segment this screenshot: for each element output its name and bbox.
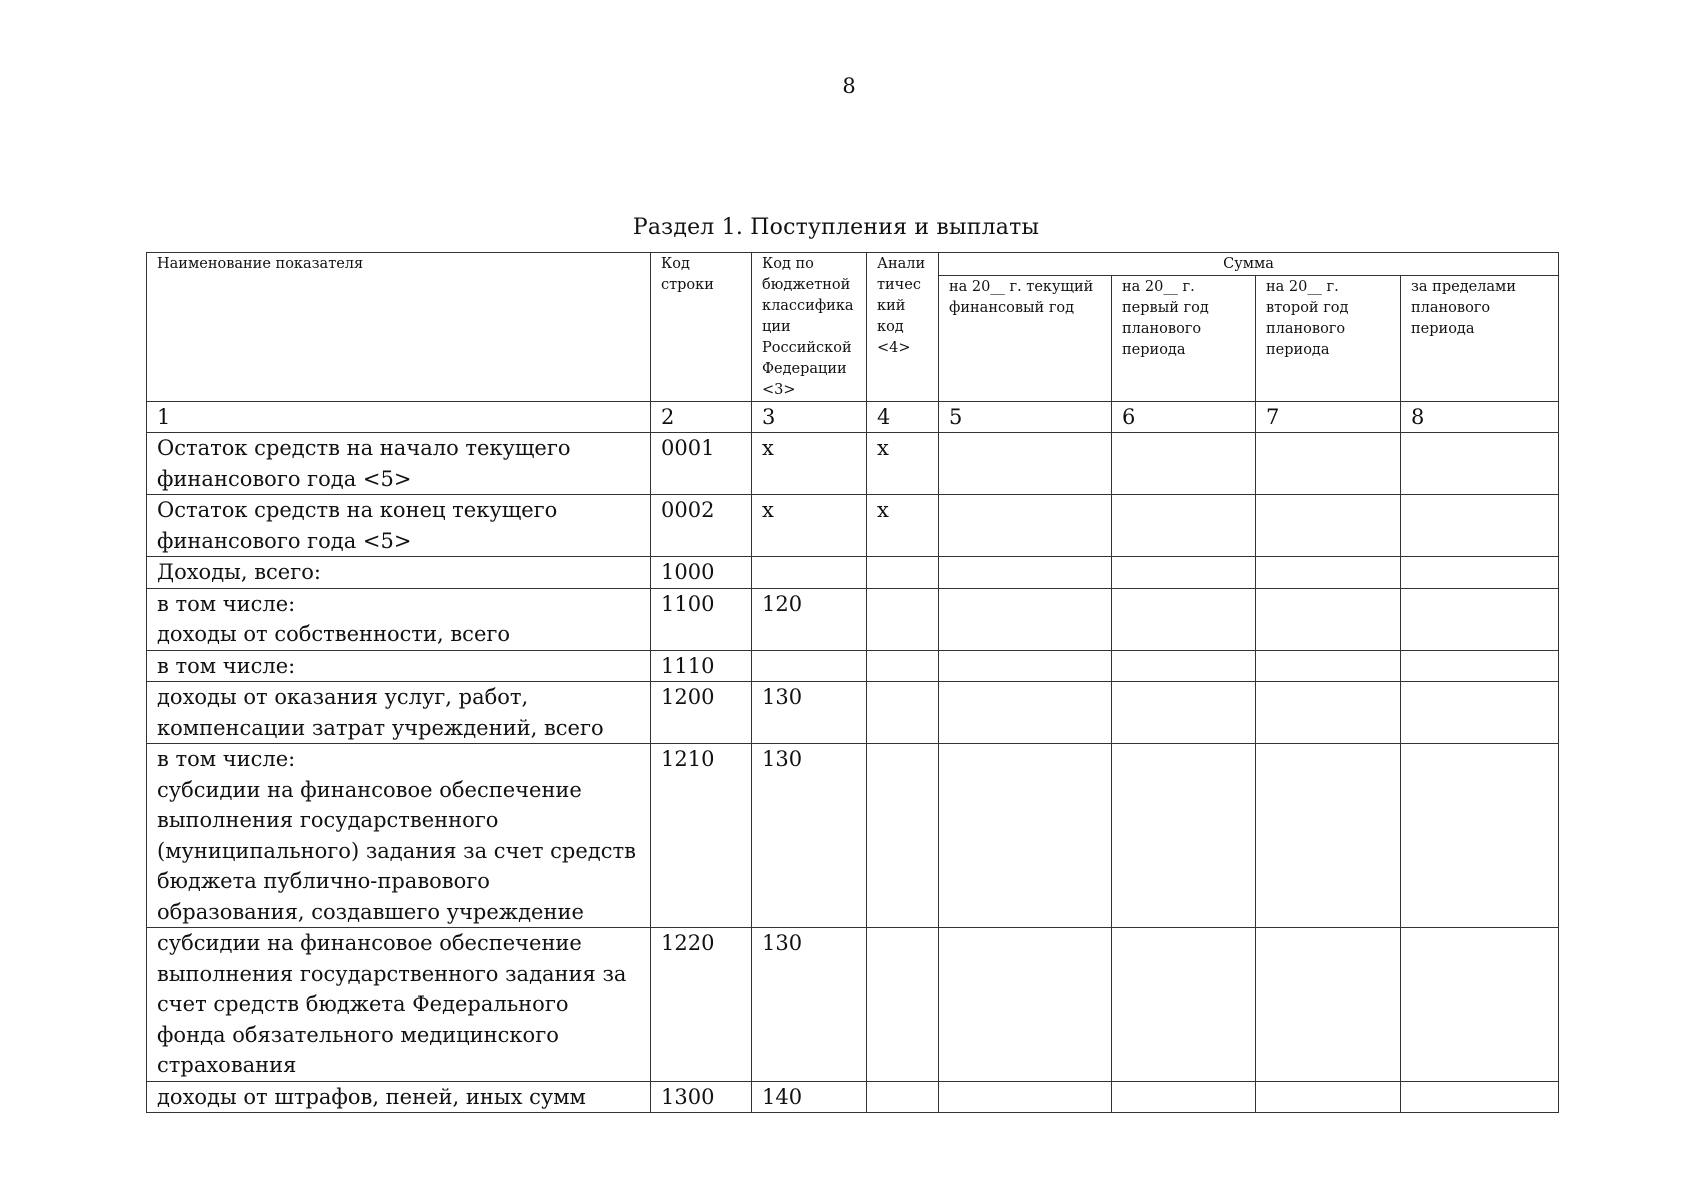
header-line: на 20__ г.: [1122, 279, 1195, 295]
indicator-name: [147, 433, 651, 495]
indicator-name: [147, 650, 651, 682]
analytic-code: [867, 1081, 939, 1113]
sum-second-plan-year-cell[interactable]: [1256, 744, 1401, 928]
indicator-name: [147, 1081, 651, 1113]
analytic-code: [867, 557, 939, 589]
header-line: Код: [661, 256, 690, 272]
sum-current-year-cell[interactable]: [939, 1081, 1112, 1113]
header-col8: [1401, 276, 1559, 402]
header-line: тичес: [877, 277, 921, 293]
sum-beyond-plan-cell[interactable]: [1401, 682, 1559, 744]
header-line: периода: [1411, 321, 1475, 337]
sum-current-year-cell[interactable]: [939, 433, 1112, 495]
indicator-name-line: Остаток средств на начало текущего: [157, 436, 571, 460]
sum-current-year-cell[interactable]: [939, 744, 1112, 928]
sum-beyond-plan-cell[interactable]: [1401, 495, 1559, 557]
sum-second-plan-year-cell[interactable]: [1256, 588, 1401, 650]
column-number-8: 8: [1401, 402, 1559, 433]
indicator-name-line: в том числе:: [157, 591, 296, 616]
indicator-name-line: Остаток средств на конец текущего: [157, 498, 558, 522]
sum-second-plan-year-cell[interactable]: [1256, 557, 1401, 589]
table-row: [147, 744, 1559, 928]
analytic-code: [867, 588, 939, 650]
header-line: планового: [1266, 321, 1346, 337]
header-line: бюджетной: [762, 277, 851, 293]
indicator-name: [147, 928, 651, 1082]
sum-beyond-plan-cell[interactable]: [1401, 433, 1559, 495]
header-col5: [939, 276, 1112, 402]
sum-beyond-plan-cell[interactable]: [1401, 928, 1559, 1082]
header-line: планового: [1411, 300, 1491, 316]
receipts-payments-table: [146, 252, 1559, 1113]
header-line: финансовый год: [949, 300, 1075, 316]
table-row: [147, 588, 1559, 650]
page-number: 8: [842, 74, 856, 98]
indicator-name-line: выполнения государственного: [157, 808, 499, 832]
sum-current-year-cell[interactable]: [939, 588, 1112, 650]
column-number-row: [147, 402, 1559, 433]
sum-beyond-plan-cell[interactable]: [1401, 588, 1559, 650]
sum-current-year-cell[interactable]: [939, 495, 1112, 557]
header-budget-code: [752, 253, 867, 402]
sum-first-plan-year-cell[interactable]: [1112, 1081, 1256, 1113]
sum-current-year-cell[interactable]: [939, 928, 1112, 1082]
sum-second-plan-year-cell[interactable]: [1256, 650, 1401, 682]
budget-code: 140: [752, 1081, 867, 1113]
sum-current-year-cell[interactable]: [939, 557, 1112, 589]
table-row: [147, 557, 1559, 589]
header-sum: Сумма: [939, 253, 1559, 276]
header-line: Анали: [877, 256, 926, 272]
sum-second-plan-year-cell[interactable]: [1256, 495, 1401, 557]
header-line: классифика: [762, 298, 854, 314]
header-line: <3>: [762, 382, 796, 398]
sum-second-plan-year-cell[interactable]: [1256, 433, 1401, 495]
table-row: [147, 433, 1559, 495]
indicator-name-line: доходы от оказания услуг, работ,: [157, 685, 529, 709]
budget-code: 130: [752, 682, 867, 744]
sum-first-plan-year-cell[interactable]: [1112, 650, 1256, 682]
indicator-name-line: Доходы, всего:: [157, 560, 321, 584]
sum-first-plan-year-cell[interactable]: [1112, 928, 1256, 1082]
header-line: второй год: [1266, 300, 1349, 316]
sum-current-year-cell[interactable]: [939, 650, 1112, 682]
sum-second-plan-year-cell[interactable]: [1256, 1081, 1401, 1113]
sum-first-plan-year-cell[interactable]: [1112, 744, 1256, 928]
header-line: <4>: [877, 340, 911, 356]
indicator-name-line: компенсации затрат учреждений, всего: [157, 715, 604, 740]
table-header-row: [147, 253, 1559, 276]
header-line: планового: [1122, 321, 1202, 337]
column-number-1: 1: [147, 402, 651, 433]
sum-first-plan-year-cell[interactable]: [1112, 495, 1256, 557]
table-row: [147, 682, 1559, 744]
sum-second-plan-year-cell[interactable]: [1256, 928, 1401, 1082]
header-line: Российской: [762, 340, 852, 356]
indicator-name-line: (муниципального) задания за счет средств: [157, 838, 636, 863]
header-line: на 20__ г.: [1266, 279, 1339, 295]
indicator-name-line: счет средств бюджета Федерального: [157, 992, 569, 1016]
indicator-name-line: финансового года <5>: [157, 528, 412, 553]
indicator-name-line: образования, создавшего учреждение: [157, 899, 584, 924]
line-code: 0002: [651, 495, 752, 557]
line-code: 1000: [651, 557, 752, 589]
indicator-name-line: бюджета публично-правового: [157, 869, 490, 893]
line-code: 1110: [651, 650, 752, 682]
indicator-name-line: в том числе:: [157, 653, 296, 678]
header-line: за пределами: [1411, 279, 1516, 295]
indicator-name-line: страхования: [157, 1053, 297, 1077]
sum-current-year-cell[interactable]: [939, 682, 1112, 744]
header-col7: [1256, 276, 1401, 402]
sum-first-plan-year-cell[interactable]: [1112, 682, 1256, 744]
header-col6: [1112, 276, 1256, 402]
indicator-name-line: субсидии на финансовое обеспечение: [157, 931, 582, 955]
header-line: периода: [1266, 342, 1330, 358]
header-line: периода: [1122, 342, 1186, 358]
indicator-name: [147, 557, 651, 589]
sum-second-plan-year-cell[interactable]: [1256, 682, 1401, 744]
column-number-4: 4: [867, 402, 939, 433]
indicator-name: [147, 744, 651, 928]
header-line: Код по: [762, 256, 814, 272]
column-number-2: 2: [651, 402, 752, 433]
indicator-name-line: доходы от штрафов, пеней, иных сумм: [157, 1084, 586, 1109]
header-line: ции: [762, 319, 791, 335]
analytic-code: х: [867, 433, 939, 495]
budget-code: 130: [752, 928, 867, 1082]
budget-code: 120: [752, 588, 867, 650]
table-row: [147, 1081, 1559, 1113]
budget-code: 130: [752, 744, 867, 928]
header-line: на 20__ г. текущий: [949, 279, 1094, 295]
analytic-code: [867, 744, 939, 928]
header-name: Наименование показателя: [147, 253, 651, 402]
sum-beyond-plan-cell[interactable]: [1401, 650, 1559, 682]
line-code: 1300: [651, 1081, 752, 1113]
line-code: 0001: [651, 433, 752, 495]
table-body: [147, 433, 1559, 1113]
indicator-name: [147, 588, 651, 650]
indicator-name: [147, 495, 651, 557]
column-number-7: 7: [1256, 402, 1401, 433]
analytic-code: х: [867, 495, 939, 557]
column-number-6: 6: [1112, 402, 1256, 433]
table-row: [147, 928, 1559, 1082]
sum-first-plan-year-cell[interactable]: [1112, 433, 1256, 495]
analytic-code: [867, 650, 939, 682]
line-code: 1210: [651, 744, 752, 928]
header-line-code: [651, 253, 752, 402]
table-row: [147, 650, 1559, 682]
header-line: строки: [661, 277, 714, 293]
sum-first-plan-year-cell[interactable]: [1112, 588, 1256, 650]
indicator-name-line: субсидии на финансовое обеспечение: [157, 777, 582, 802]
line-code: 1200: [651, 682, 752, 744]
indicator-name-line: доходы от собственности, всего: [157, 622, 511, 646]
budget-code: х: [752, 433, 867, 495]
sum-first-plan-year-cell[interactable]: [1112, 557, 1256, 589]
section-title: Раздел 1. Поступления и выплаты: [632, 215, 1040, 240]
indicator-name-line: в том числе:: [157, 747, 296, 771]
sum-beyond-plan-cell[interactable]: [1401, 744, 1559, 928]
indicator-name-line: финансового года <5>: [157, 466, 412, 491]
column-number-3: 3: [752, 402, 867, 433]
line-code: 1100: [651, 588, 752, 650]
line-code: 1220: [651, 928, 752, 1082]
budget-code: х: [752, 495, 867, 557]
budget-code: [752, 557, 867, 589]
indicator-name-line: фонда обязательного медицинского: [157, 1022, 559, 1047]
analytic-code: [867, 682, 939, 744]
sum-beyond-plan-cell[interactable]: [1401, 557, 1559, 589]
header-analytic-code: [867, 253, 939, 402]
header-line: Федерации: [762, 361, 847, 377]
sum-beyond-plan-cell[interactable]: [1401, 1081, 1559, 1113]
column-number-5: 5: [939, 402, 1112, 433]
analytic-code: [867, 928, 939, 1082]
indicator-name-line: выполнения государственного задания за: [157, 961, 627, 986]
header-line: код: [877, 319, 904, 335]
indicator-name: [147, 682, 651, 744]
header-line: кий: [877, 298, 906, 314]
table-row: [147, 495, 1559, 557]
header-line: первый год: [1122, 300, 1209, 316]
budget-code: [752, 650, 867, 682]
